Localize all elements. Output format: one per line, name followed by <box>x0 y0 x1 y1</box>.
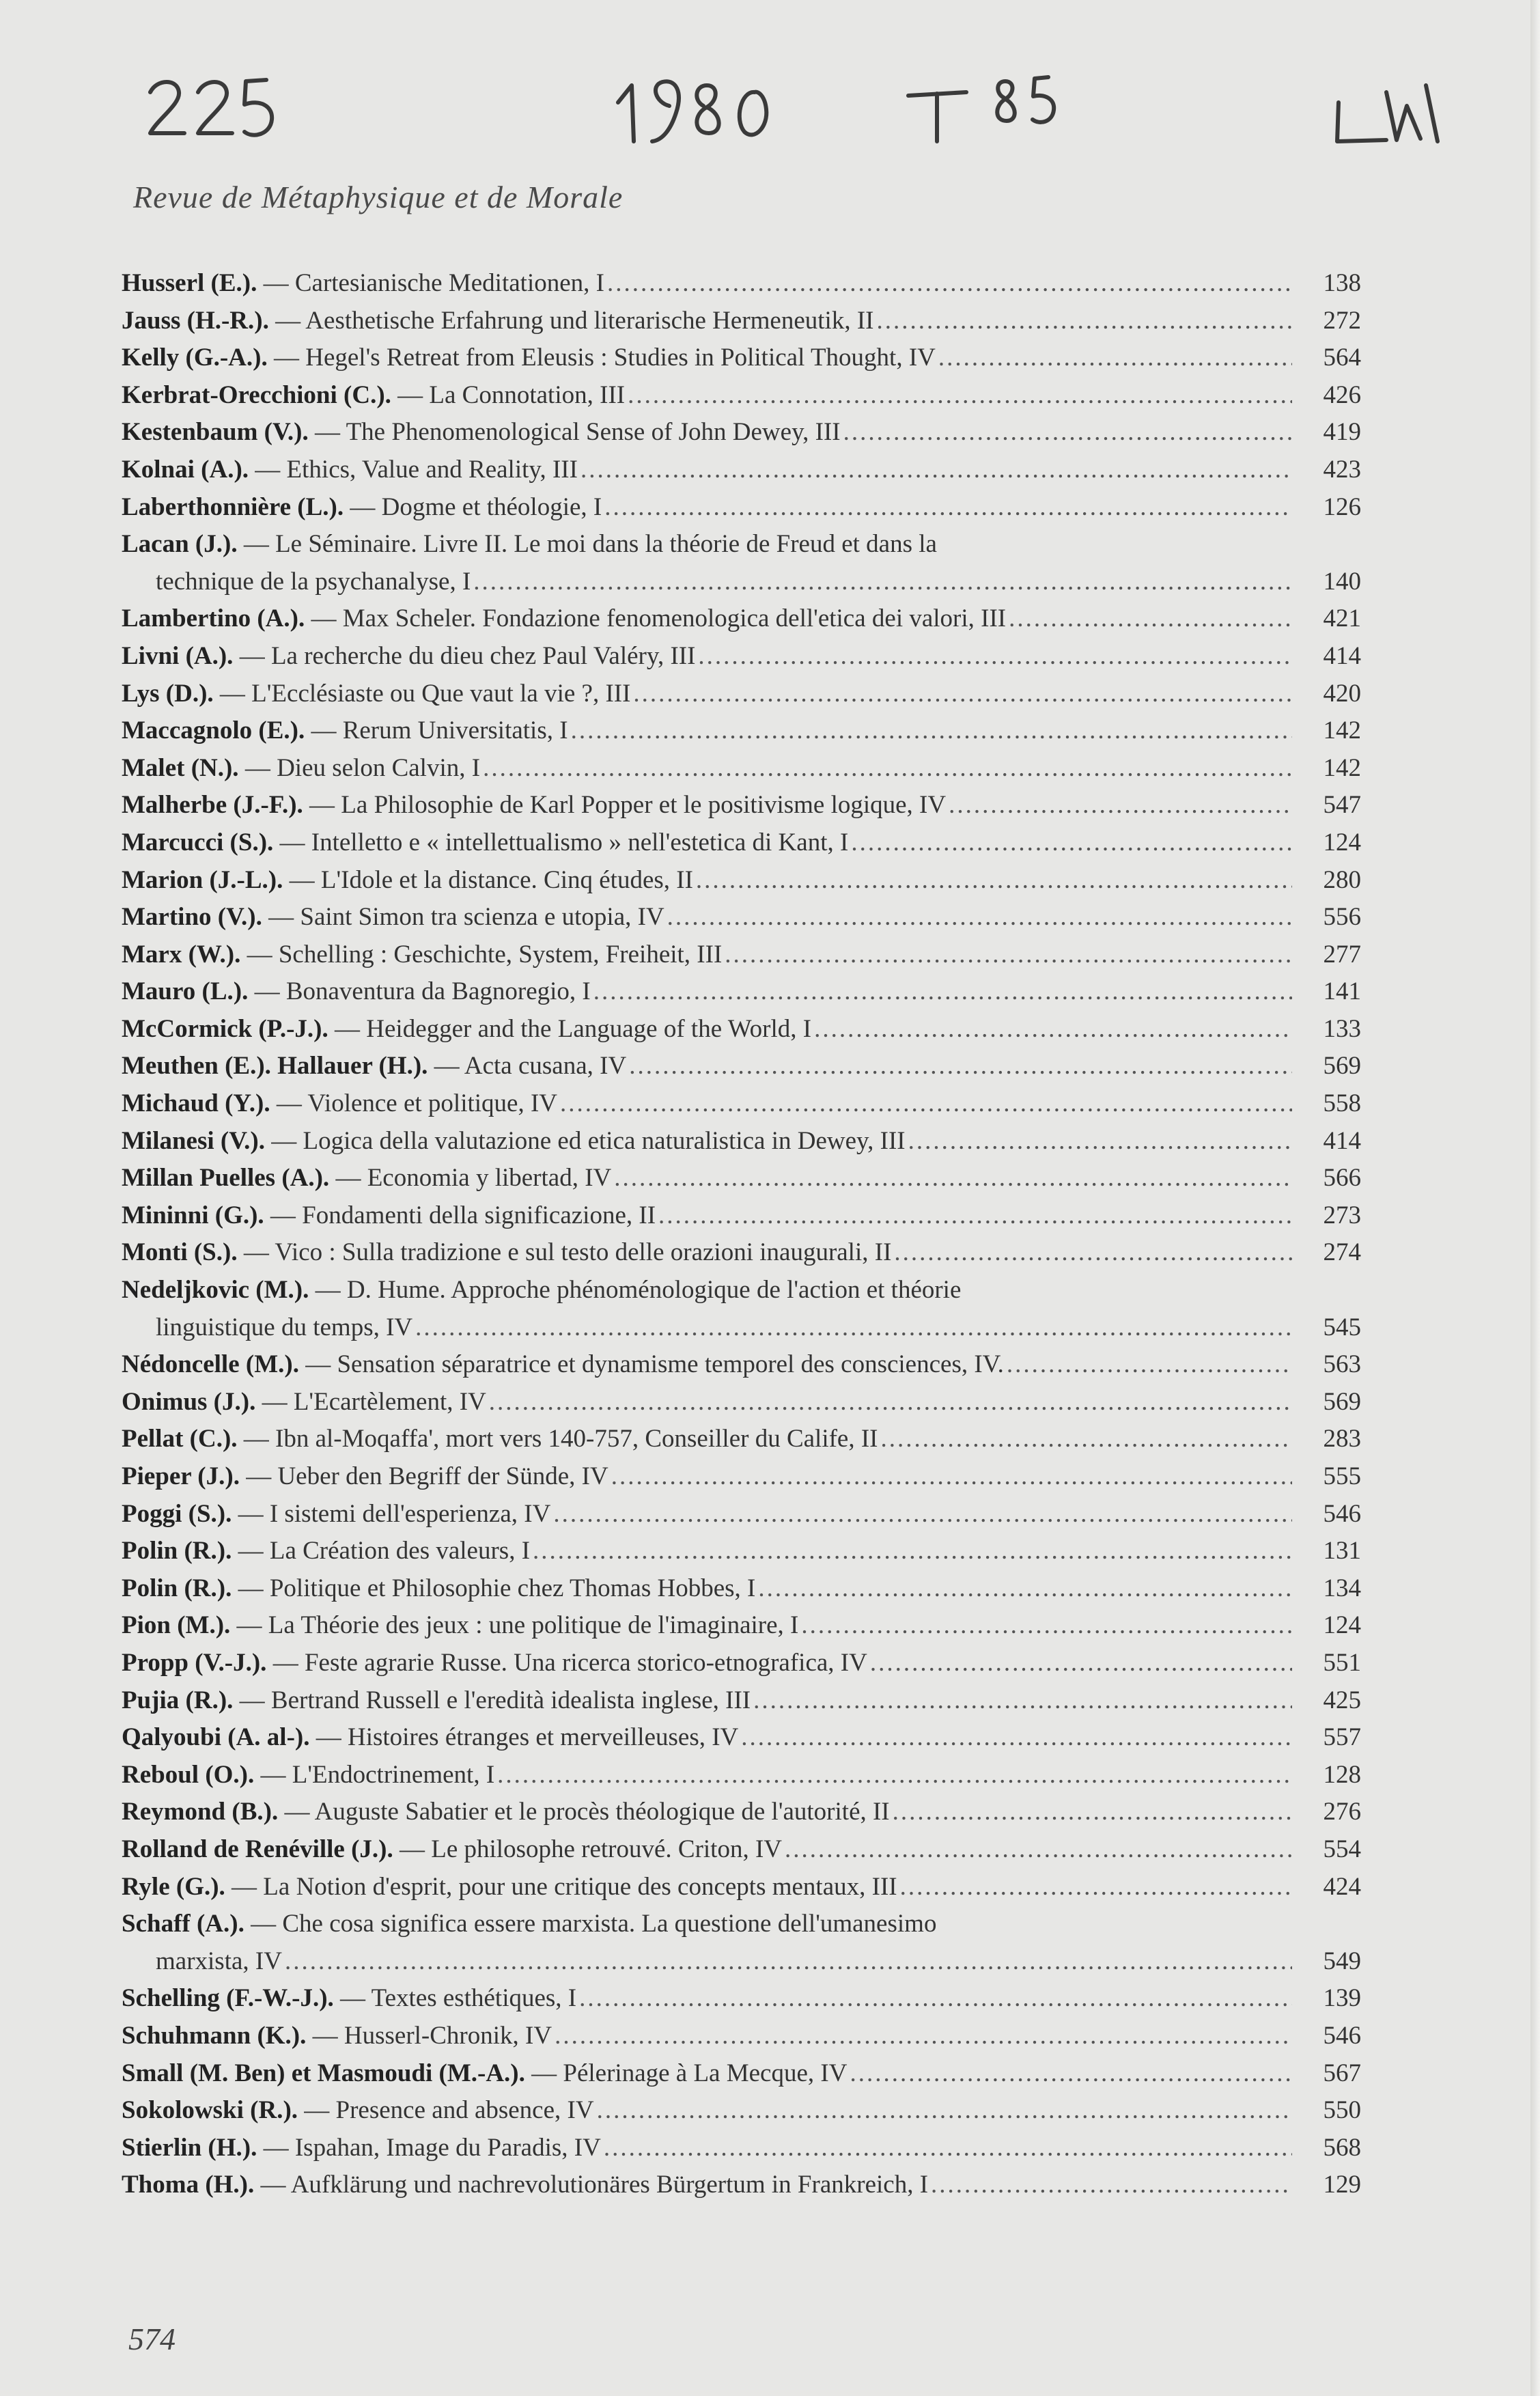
entry-title: — La Notion d'esprit, pour une critique des concepts mentaux, III <box>232 1872 897 1901</box>
index-entry <box>122 1980 1361 2018</box>
dot-leader <box>667 899 1292 936</box>
index-entry <box>122 973 1361 1011</box>
index-entry <box>122 1906 1361 1980</box>
entry-page: 414 <box>1323 641 1361 670</box>
entry-author: Monti (S.). <box>122 1238 238 1267</box>
entry-page: 546 <box>1323 2021 1361 2050</box>
index-entry <box>122 1458 1361 1496</box>
entry-page: 131 <box>1323 1537 1361 1565</box>
index-entry <box>122 787 1361 824</box>
entry-page: 557 <box>1323 1723 1361 1752</box>
entry-author: Polin (R.). <box>122 1574 232 1602</box>
index-entry <box>122 1346 1361 1384</box>
entry-author: Meuthen (E.). Hallauer (H.). <box>122 1052 428 1081</box>
index-entry <box>122 675 1361 713</box>
entry-title: — Textes esthétiques, I <box>340 1984 577 2013</box>
entry-page: 133 <box>1323 1014 1361 1043</box>
entry-author: Stierlin (H.). <box>122 2133 257 2162</box>
dot-leader <box>900 1869 1292 1906</box>
entry-title: — L'Ecartèlement, IV <box>262 1387 486 1416</box>
index-entry <box>122 750 1361 788</box>
index-entry <box>122 303 1361 340</box>
entry-author: Jauss (H.-R.). <box>122 306 269 335</box>
dot-leader <box>696 862 1292 900</box>
index-entry <box>122 1533 1361 1570</box>
index-entry <box>122 414 1361 451</box>
dot-leader <box>415 1309 1292 1347</box>
entry-page: 556 <box>1323 903 1361 932</box>
entry-title: — La recherche du dieu chez Paul Valéry, III <box>239 641 696 670</box>
entry-author: Propp (V.-J.). <box>122 1648 267 1677</box>
entry-author: Kerbrat-Orecchioni (C.). <box>122 380 391 409</box>
dot-leader <box>908 1123 1292 1160</box>
entry-page: 140 <box>1323 567 1361 596</box>
dot-leader <box>949 787 1292 824</box>
dot-leader <box>497 1757 1292 1794</box>
index-entry <box>122 2092 1361 2130</box>
dot-leader <box>741 1719 1292 1757</box>
entry-author: Lambertino (A.). <box>122 604 305 633</box>
entry-title: — Auguste Sabatier et le procès théologique de l'autorité, II <box>284 1798 890 1826</box>
entry-title-continued: linguistique du temps, IV <box>156 1313 413 1341</box>
entry-title: — Max Scheler. Fondazione fenomenologica dell'etica dei valori, III <box>311 604 1007 633</box>
dot-leader <box>785 1831 1292 1869</box>
entry-author: Small (M. Ben) et Masmoudi (M.-A.). <box>122 2059 525 2087</box>
entry-author: Reymond (B.). <box>122 1798 279 1826</box>
entry-page: 276 <box>1323 1798 1361 1826</box>
entry-page: 564 <box>1323 344 1361 372</box>
entry-page: 550 <box>1323 2096 1361 2125</box>
entry-title: — Le philosophe retrouvé. Criton, IV <box>399 1835 783 1863</box>
entry-author: Pion (M.). <box>122 1611 231 1640</box>
entry-page: 272 <box>1323 306 1361 335</box>
index-entry <box>122 899 1361 936</box>
entry-title: — D. Hume. Approche phénoménologique de l'action et théorie <box>315 1276 962 1305</box>
entry-page: 563 <box>1323 1350 1361 1379</box>
index-entry <box>122 1869 1361 1906</box>
entry-page: 141 <box>1323 977 1361 1006</box>
entry-title: — La Création des valeurs, I <box>238 1537 531 1565</box>
entry-page: 421 <box>1323 604 1361 633</box>
entry-title: — Cartesianische Meditationen, I <box>263 269 604 297</box>
index-entry <box>122 936 1361 974</box>
index-entry <box>122 1496 1361 1533</box>
entry-page: 142 <box>1323 716 1361 745</box>
index-entry <box>122 526 1361 600</box>
entry-title: — Acta cusana, IV <box>434 1052 627 1081</box>
entry-author: Pellat (C.). <box>122 1425 238 1453</box>
entry-page: 423 <box>1323 455 1361 484</box>
entry-page: 569 <box>1323 1387 1361 1416</box>
entry-author: Schaff (A.). <box>122 1910 244 1938</box>
index-entry <box>122 1421 1361 1458</box>
entry-author: Schuhmann (K.). <box>122 2021 307 2050</box>
entry-author: Onimus (J.). <box>122 1387 256 1416</box>
index-entry <box>122 265 1361 303</box>
entry-page: 129 <box>1323 2171 1361 2199</box>
index-entry <box>122 638 1361 675</box>
handwritten-1980 <box>618 81 766 141</box>
entry-author: Thoma (H.). <box>122 2171 255 2199</box>
entry-page: 283 <box>1323 1425 1361 1453</box>
entry-title: — Dogme et théologie, I <box>350 492 602 521</box>
index-entry <box>122 2018 1361 2055</box>
page-number: 574 <box>128 2322 176 2356</box>
index-list <box>122 265 1361 2204</box>
entry-title: — La Connotation, III <box>397 380 626 409</box>
entry-author: Maccagnolo (E.). <box>122 716 305 745</box>
entry-author: Pujia (R.). <box>122 1686 234 1714</box>
entry-author: Millan Puelles (A.). <box>122 1164 330 1193</box>
entry-author: Mauro (L.). <box>122 977 249 1006</box>
index-entry <box>122 2055 1361 2093</box>
index-entry <box>122 1011 1361 1048</box>
entry-author: Martino (V.). <box>122 903 262 932</box>
handwritten-initials <box>1337 85 1438 141</box>
dot-leader <box>571 712 1292 750</box>
entry-title: — Rerum Universitatis, I <box>311 716 568 745</box>
entry-author: Malet (N.). <box>122 753 239 782</box>
entry-title: — I sistemi dell'esperienza, IV <box>238 1499 551 1528</box>
entry-page: 274 <box>1323 1238 1361 1267</box>
entry-page: 425 <box>1323 1686 1361 1714</box>
entry-page: 139 <box>1323 1984 1361 2013</box>
entry-page: 126 <box>1323 492 1361 521</box>
entry-title: — Fondamenti della significazione, II <box>270 1201 656 1229</box>
entry-page: 569 <box>1323 1052 1361 1081</box>
entry-title: — Politique et Philosophie chez Thomas Hobbes, I <box>238 1574 756 1602</box>
dot-leader <box>850 2055 1292 2093</box>
dot-leader <box>533 1533 1292 1570</box>
entry-title: — Ispahan, Image du Paradis, IV <box>263 2133 601 2162</box>
dot-leader <box>555 2018 1292 2055</box>
entry-author: Lys (D.). <box>122 679 214 708</box>
entry-title: — Ueber den Begriff der Sünde, IV <box>246 1462 608 1490</box>
dot-leader <box>1009 600 1292 638</box>
entry-page: 545 <box>1323 1313 1361 1341</box>
dot-leader <box>633 675 1292 713</box>
dot-leader <box>698 638 1292 675</box>
entry-author: Ryle (G.). <box>122 1872 225 1901</box>
entry-page: 426 <box>1323 380 1361 409</box>
entry-page: 546 <box>1323 1499 1361 1528</box>
index-entry <box>122 1607 1361 1645</box>
entry-author: Marx (W.). <box>122 940 241 969</box>
entry-page: 547 <box>1323 791 1361 820</box>
entry-page: 568 <box>1323 2133 1361 2162</box>
entry-page: 567 <box>1323 2059 1361 2087</box>
entry-page: 558 <box>1323 1089 1361 1118</box>
entry-author: Sokolowski (R.). <box>122 2096 298 2125</box>
entry-title: — Aufklärung und nachrevolutionäres Bürgertum in Frankreich, I <box>260 2171 929 2199</box>
entry-title: — Logica della valutazione ed etica naturalistica in Dewey, III <box>271 1126 906 1155</box>
index-entry <box>122 2167 1361 2204</box>
entry-page: 555 <box>1323 1462 1361 1490</box>
index-entry <box>122 824 1361 862</box>
index-entry <box>122 1048 1361 1085</box>
index-entry <box>122 339 1361 377</box>
entry-page: 554 <box>1323 1835 1361 1863</box>
entry-author: Schelling (F.-W.-J.). <box>122 1984 334 2013</box>
entry-page: 549 <box>1323 1947 1361 1975</box>
index-entry <box>122 489 1361 527</box>
running-head: Revue de Métaphysique et de Morale <box>133 180 624 214</box>
entry-title: — Vico : Sulla tradizione e sul testo delle orazioni inaugurali, II <box>243 1238 892 1267</box>
entry-author: Rolland de Renéville (J.). <box>122 1835 393 1863</box>
entry-title: — Saint Simon tra scienza e utopia, IV <box>268 903 664 932</box>
index-entry <box>122 377 1361 415</box>
index-entry <box>122 451 1361 489</box>
entry-author: Nédoncelle (M.). <box>122 1350 299 1379</box>
dot-leader <box>560 1085 1292 1123</box>
index-entry <box>122 862 1361 900</box>
entry-author: Michaud (Y.). <box>122 1089 270 1118</box>
index-entry <box>122 1384 1361 1421</box>
entry-title: — L'Idole et la distance. Cinq études, II <box>289 865 693 894</box>
entry-title: — Schelling : Geschichte, System, Freiheit, III <box>247 940 723 969</box>
dot-leader <box>553 1496 1292 1533</box>
dot-leader <box>473 563 1292 601</box>
dot-leader <box>285 1943 1292 1981</box>
index-entry <box>122 1719 1361 1757</box>
handwritten-225 <box>150 80 272 135</box>
entry-title: — Heidegger and the Language of the World, I <box>335 1014 812 1043</box>
entry-title: — Sensation séparatrice et dynamisme temporel des consciences, IV. <box>305 1350 1004 1379</box>
dot-leader <box>607 265 1292 303</box>
dot-leader <box>843 414 1292 451</box>
entry-author: Mininni (G.). <box>122 1201 264 1229</box>
index-entry <box>122 1757 1361 1794</box>
dot-leader <box>483 750 1292 788</box>
entry-title: — Le Séminaire. Livre II. Le moi dans la théorie de Freud et dans la <box>243 530 937 559</box>
entry-title: — Intelletto e « intellettualismo » nell'estetica di Kant, I <box>279 828 849 856</box>
entry-title: — Feste agrarie Russe. Una ricerca storico-etnografica, IV <box>272 1648 867 1677</box>
entry-author: Malherbe (J.-F.). <box>122 791 303 820</box>
entry-page: 566 <box>1323 1164 1361 1193</box>
dot-leader <box>893 1794 1292 1831</box>
entry-title: — Ibn al-Moqaffa', mort vers 140-757, Conseiller du Calife, II <box>243 1425 878 1453</box>
entry-page: 414 <box>1323 1126 1361 1155</box>
entry-author: Reboul (O.). <box>122 1760 255 1789</box>
entry-page: 128 <box>1323 1760 1361 1789</box>
entry-title-continued: technique de la psychanalyse, I <box>156 567 471 596</box>
entry-author: McCormick (P.-J.). <box>122 1014 328 1043</box>
entry-title: — La Théorie des jeux : une politique de l'imaginaire, I <box>236 1611 799 1640</box>
index-entry <box>122 2130 1361 2167</box>
dot-leader <box>593 973 1292 1011</box>
index-entry <box>122 600 1361 638</box>
entry-author: Livni (A.). <box>122 641 234 670</box>
entry-title: — Dieu selon Calvin, I <box>244 753 481 782</box>
dot-leader <box>629 1048 1292 1085</box>
entry-title: — L'Endoctrinement, I <box>260 1760 495 1789</box>
dot-leader <box>597 2092 1292 2130</box>
entry-page: 273 <box>1323 1201 1361 1229</box>
entry-author: Laberthonnière (L.). <box>122 492 344 521</box>
entry-page: 551 <box>1323 1648 1361 1677</box>
entry-title: — La Philosophie de Karl Popper et le positivisme logique, IV <box>309 791 947 820</box>
dot-leader <box>611 1458 1292 1496</box>
entry-author: Marcucci (S.). <box>122 828 274 856</box>
dot-leader <box>758 1570 1292 1608</box>
entry-page: 124 <box>1323 1611 1361 1640</box>
index-entry <box>122 1272 1361 1346</box>
entry-title: — Aesthetische Erfahrung und literarische Hermeneutik, II <box>275 306 874 335</box>
entry-author: Milanesi (V.). <box>122 1126 266 1155</box>
index-entry <box>122 1197 1361 1235</box>
entry-author: Polin (R.). <box>122 1537 232 1565</box>
entry-title: — L'Ecclésiaste ou Que vaut la vie ?, III <box>219 679 631 708</box>
entry-author: Pieper (J.). <box>122 1462 240 1490</box>
index-entry <box>122 1794 1361 1831</box>
entry-author: Marion (J.-L.). <box>122 865 283 894</box>
dot-leader <box>658 1197 1292 1235</box>
dot-leader <box>931 2167 1292 2204</box>
index-entry <box>122 1831 1361 1869</box>
entry-page: 124 <box>1323 828 1361 856</box>
entry-page: 138 <box>1323 269 1361 297</box>
dot-leader <box>579 1980 1292 2018</box>
index-entry <box>122 1160 1361 1197</box>
handwritten-t85 <box>908 77 1054 141</box>
entry-page: 419 <box>1323 418 1361 447</box>
entry-title: — Hegel's Retreat from Eleusis : Studies in Political Thought, IV <box>273 344 936 372</box>
entry-author: Husserl (E.). <box>122 269 257 297</box>
index-entry <box>122 1123 1361 1160</box>
entry-author: Kestenbaum (V.). <box>122 418 309 447</box>
dot-leader <box>489 1384 1292 1421</box>
entry-title: — Histoires étranges et merveilleuses, IV <box>316 1723 739 1752</box>
dot-leader <box>725 936 1292 974</box>
dot-leader <box>814 1011 1292 1048</box>
entry-page: 424 <box>1323 1872 1361 1901</box>
entry-title: — The Phenomenological Sense of John Dewey, III <box>315 418 841 447</box>
entry-title: — Che cosa significa essere marxista. La questione dell'umanesimo <box>251 1910 937 1938</box>
entry-title: — Husserl-Chronik, IV <box>312 2021 552 2050</box>
entry-title: — Presence and absence, IV <box>304 2096 594 2125</box>
entry-title-continued: marxista, IV <box>156 1947 282 1975</box>
dot-leader <box>851 824 1292 862</box>
dot-leader <box>614 1160 1292 1197</box>
entry-author: Kolnai (A.). <box>122 455 249 484</box>
entry-author: Poggi (S.). <box>122 1499 232 1528</box>
entry-author: Lacan (J.). <box>122 530 238 559</box>
entry-title: — Economia y libertad, IV <box>335 1164 612 1193</box>
dot-leader <box>580 451 1292 489</box>
entry-author: Kelly (G.-A.). <box>122 344 268 372</box>
entry-title: — Pélerinage à La Mecque, IV <box>531 2059 848 2087</box>
index-entry <box>122 712 1361 750</box>
entry-title: — Bonaventura da Bagnoregio, I <box>254 977 591 1006</box>
dot-leader <box>870 1645 1292 1682</box>
entry-page: 142 <box>1323 753 1361 782</box>
entry-title: — Violence et politique, IV <box>276 1089 558 1118</box>
index-entry <box>122 1234 1361 1272</box>
dot-leader <box>628 377 1292 415</box>
dot-leader <box>1007 1346 1292 1384</box>
dot-leader <box>604 489 1292 527</box>
index-entry <box>122 1645 1361 1682</box>
dot-leader <box>604 2130 1292 2167</box>
dot-leader <box>876 303 1292 340</box>
entry-author: Nedeljkovic (M.). <box>122 1276 309 1305</box>
index-entry <box>122 1570 1361 1608</box>
dot-leader <box>894 1234 1292 1272</box>
handwritten-annotations <box>137 65 1475 154</box>
entry-page: 277 <box>1323 940 1361 969</box>
entry-title: — Ethics, Value and Reality, III <box>255 455 578 484</box>
entry-page: 420 <box>1323 679 1361 708</box>
dot-leader <box>753 1682 1292 1720</box>
entry-page: 280 <box>1323 865 1361 894</box>
dot-leader <box>881 1421 1293 1458</box>
entry-title: — Bertrand Russell e l'eredità idealista inglese, III <box>239 1686 751 1714</box>
entry-page: 134 <box>1323 1574 1361 1602</box>
index-entry <box>122 1085 1361 1123</box>
dot-leader <box>938 339 1292 377</box>
entry-author: Qalyoubi (A. al-). <box>122 1723 310 1752</box>
dot-leader <box>801 1607 1292 1645</box>
index-entry <box>122 1682 1361 1720</box>
page-edge <box>1530 0 1540 2396</box>
